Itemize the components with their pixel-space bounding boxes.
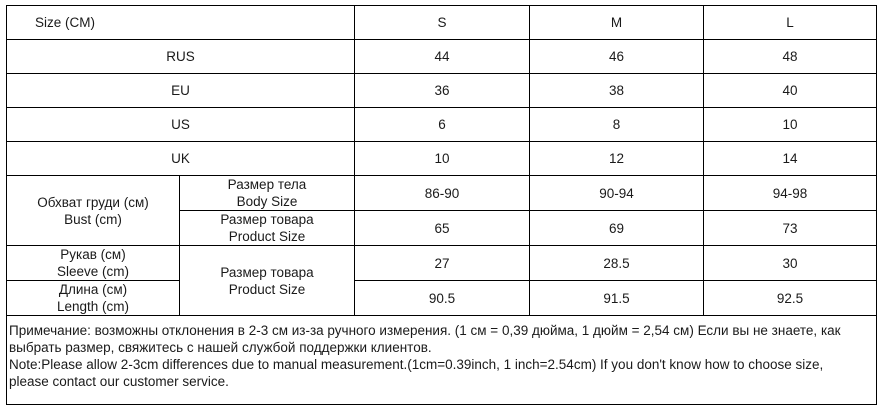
eu-l: 40 [704, 74, 877, 108]
table-row [7, 142, 877, 176]
size-table [6, 5, 877, 405]
uk-l: 14 [704, 142, 877, 176]
sleeve-m: 28.5 [530, 246, 704, 281]
note-row [7, 316, 877, 405]
table-row [7, 74, 877, 108]
shared-product-size-label [180, 246, 355, 316]
bust-body-s: 86-90 [355, 176, 530, 211]
body-size-label [180, 176, 355, 211]
table-row [7, 40, 877, 74]
table-row [7, 176, 877, 211]
bust-product-size-label-en: Product Size [228, 229, 306, 244]
size-l-header: L [704, 6, 877, 40]
sleeve-label-en: Sleeve (cm) [56, 264, 129, 279]
rus-l: 48 [704, 40, 877, 74]
length-s: 90.5 [355, 281, 530, 316]
note-cell [7, 316, 877, 405]
eu-s: 36 [355, 74, 530, 108]
bust-body-m: 90-94 [530, 176, 704, 211]
size-chart [6, 5, 876, 405]
bust-label-ru: Обхват груди (см) [37, 194, 149, 210]
note-en-line-1: Note:Please allow 2-3cm differences due to manual measurement.(1cm=0.39inch, 1 inch=2.54cm) If you don't know how to choose size, [9, 357, 824, 372]
length-m: 91.5 [530, 281, 704, 316]
us-m: 8 [530, 108, 704, 142]
us-s: 6 [355, 108, 530, 142]
rus-s: 44 [355, 40, 530, 74]
length-label-ru: Длина (см) [58, 282, 128, 297]
table-row [7, 246, 877, 281]
note-en-line-2: please contact our customer service. [9, 374, 229, 389]
uk-label: UK [7, 142, 355, 176]
us-l: 10 [704, 108, 877, 142]
bust-product-size-label-ru: Размер товара [220, 212, 314, 227]
size-header-label: Size (CM) [7, 6, 355, 40]
shared-product-size-label-ru: Размер товара [220, 264, 314, 280]
bust-product-m: 69 [530, 211, 704, 246]
bust-body-l: 94-98 [704, 176, 877, 211]
body-size-label-ru: Размер тела [227, 177, 307, 192]
size-s-header: S [355, 6, 530, 40]
uk-s: 10 [355, 142, 530, 176]
size-m-header: M [530, 6, 704, 40]
bust-label-en: Bust (cm) [64, 211, 122, 227]
us-label: US [7, 108, 355, 142]
rus-m: 46 [530, 40, 704, 74]
table-row [7, 281, 877, 316]
rus-label: RUS [7, 40, 355, 74]
eu-m: 38 [530, 74, 704, 108]
sleeve-label-ru: Рукав (см) [60, 247, 126, 262]
length-l: 92.5 [704, 281, 877, 316]
bust-label [7, 176, 180, 246]
length-label [7, 281, 180, 316]
length-label-en: Length (cm) [56, 299, 130, 314]
table-row [7, 108, 877, 142]
sleeve-s: 27 [355, 246, 530, 281]
bust-product-s: 65 [355, 211, 530, 246]
note-ru-line-2: выбрать размер, свяжитесь с нашей службой поддержки клиентов. [9, 340, 432, 355]
bust-product-l: 73 [704, 211, 877, 246]
note-ru-line-1: Примечание: возможны отклонения в 2-3 см из-за ручного измерения. (1 см = 0,39 дюйма, 1 дюйм = 2,54 см) Если вы не знаете, как [9, 323, 841, 338]
sleeve-label [7, 246, 180, 281]
eu-label: EU [7, 74, 355, 108]
sleeve-l: 30 [704, 246, 877, 281]
body-size-label-en: Body Size [236, 194, 298, 209]
header-row [7, 6, 877, 40]
bust-product-size-label [180, 211, 355, 246]
uk-m: 12 [530, 142, 704, 176]
shared-product-size-label-en: Product Size [228, 281, 306, 297]
